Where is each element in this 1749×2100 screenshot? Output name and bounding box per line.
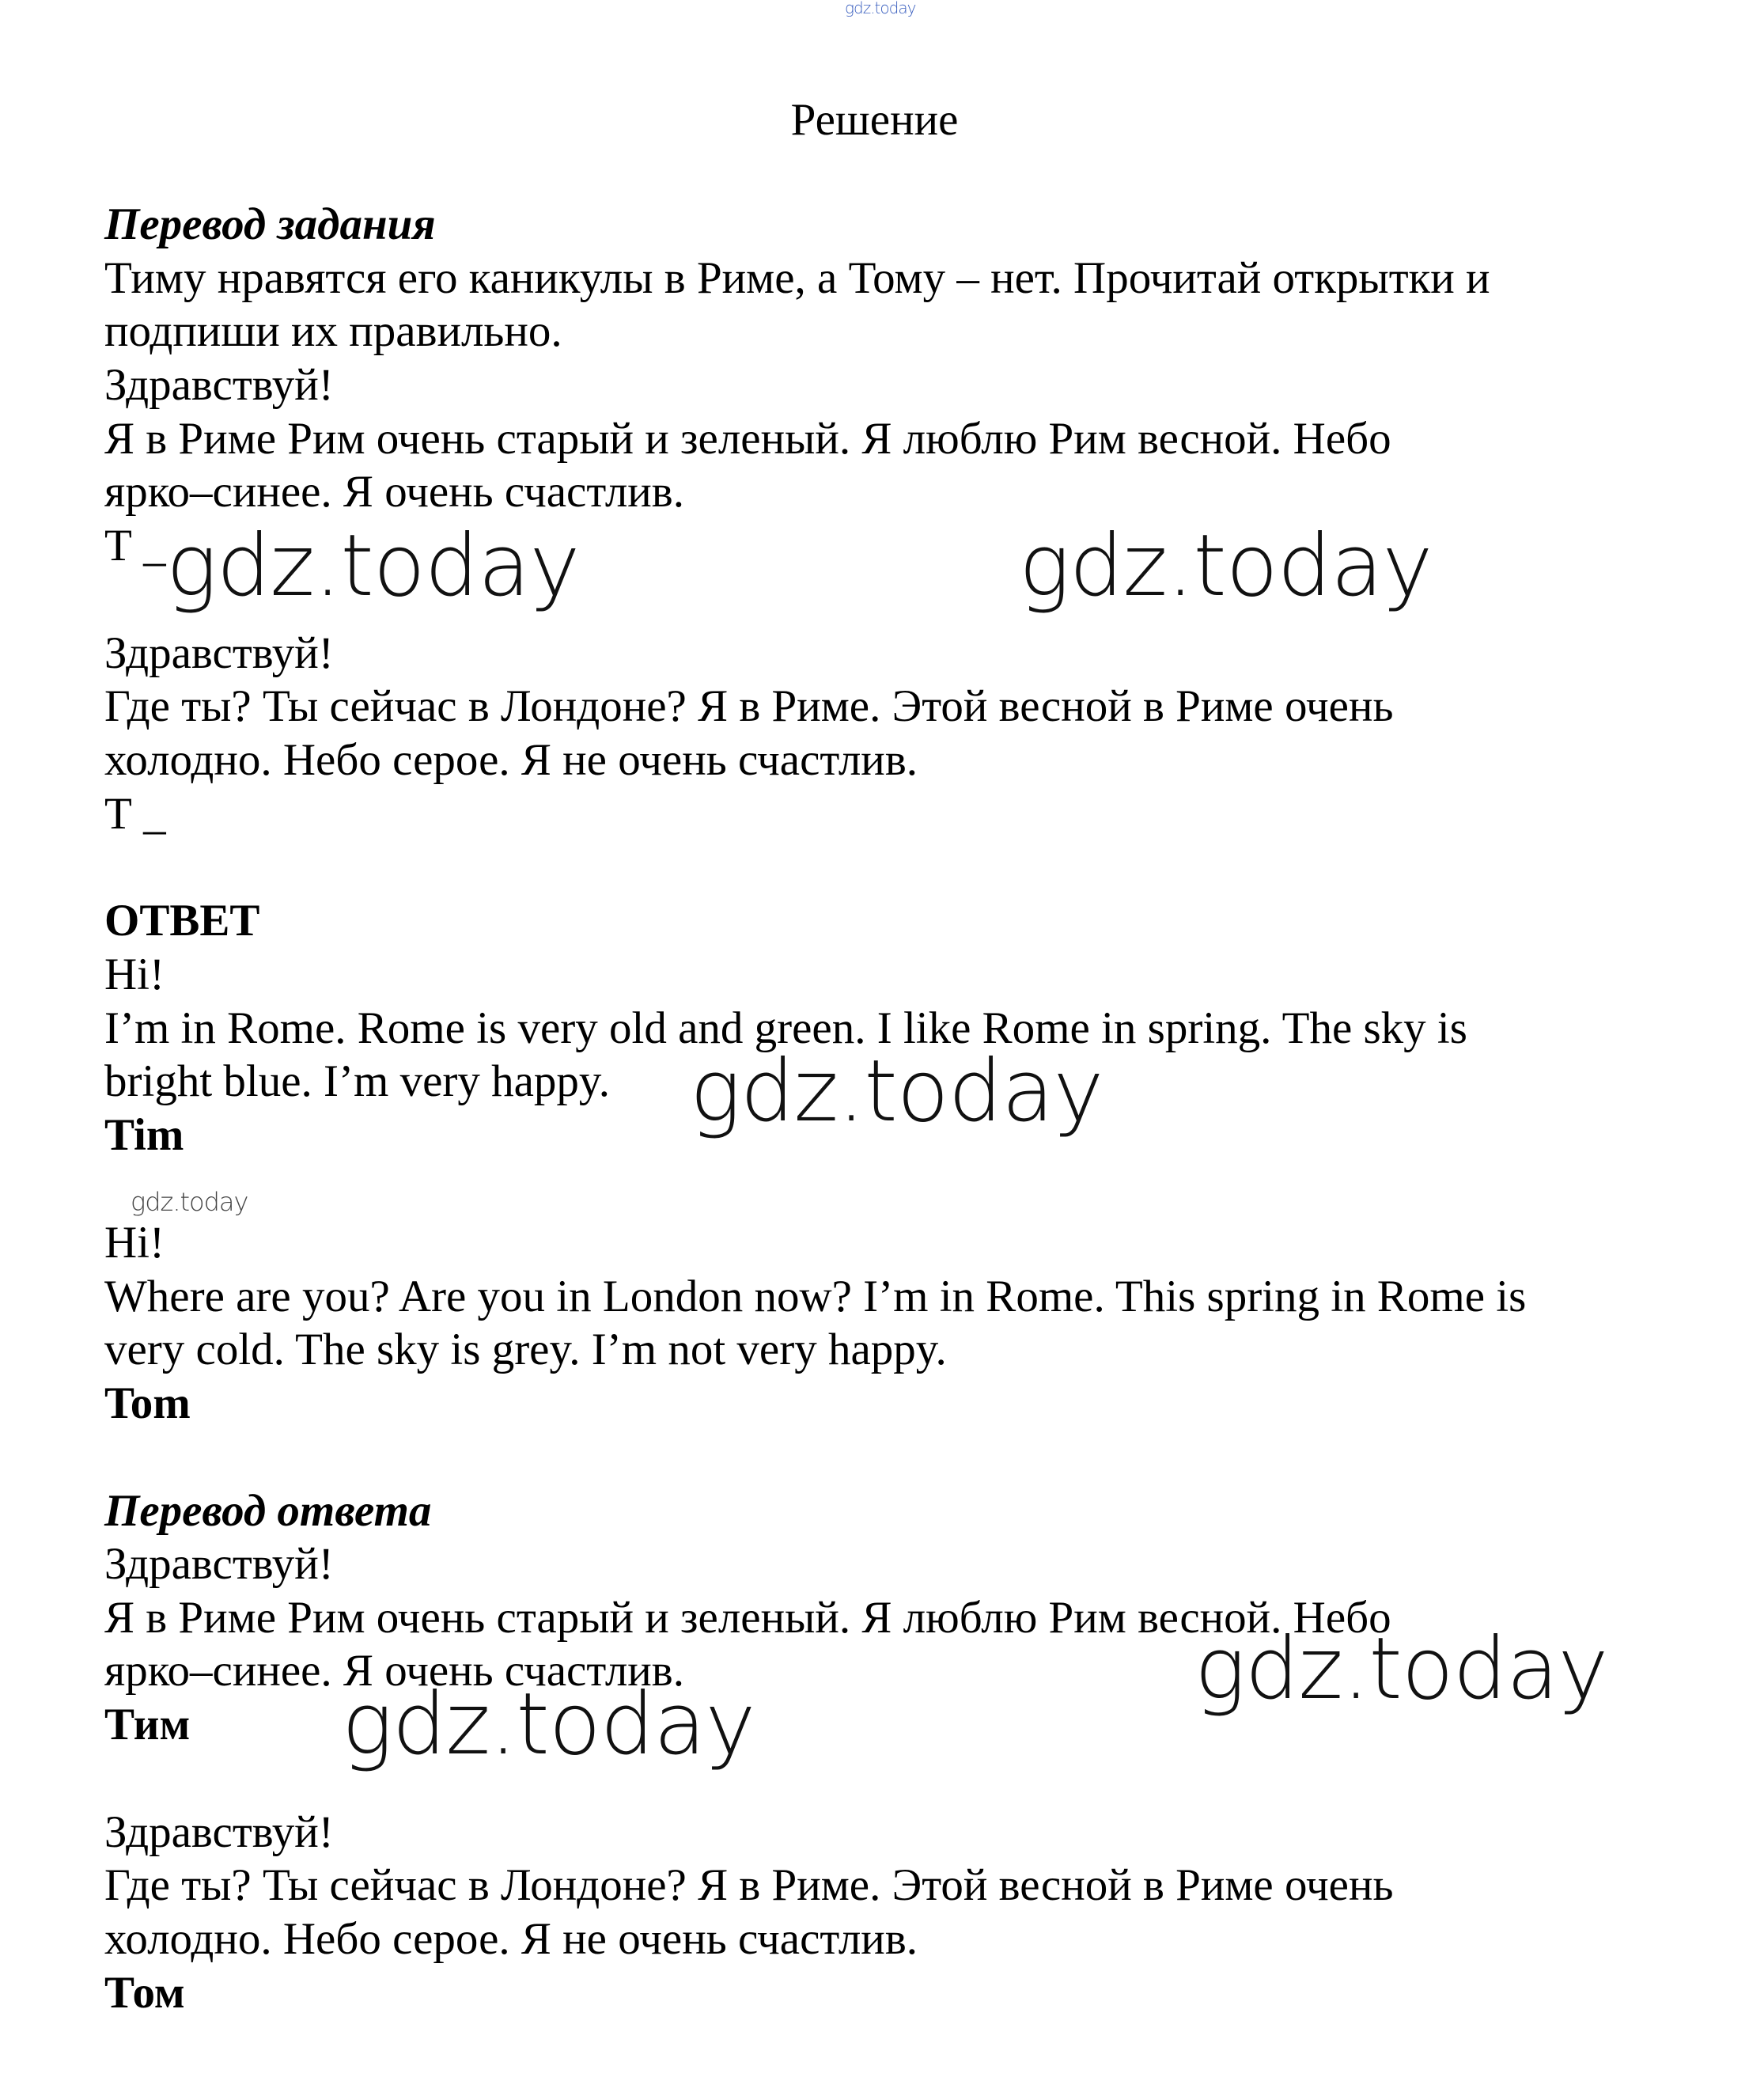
task-card1-line-2: ярко–синее. Я очень счастлив. — [104, 467, 684, 517]
answer-card2-signature: Tom — [104, 1378, 191, 1428]
watermark-top: gdz.today — [845, 0, 916, 17]
task-card2-greeting: Здравствуй! — [104, 628, 334, 678]
watermark: gdz.today — [1019, 517, 1433, 616]
answer-card1-signature: Tim — [104, 1110, 184, 1160]
task-card2-line-1: Где ты? Ты сейчас в Лондоне? Я в Риме. Этой весной в Риме очень — [104, 681, 1394, 731]
answer-card1-line-2: bright blue. I’m very happy. — [104, 1056, 610, 1106]
task-heading: Перевод задания — [104, 199, 436, 249]
watermark: gdz.today — [1194, 1620, 1608, 1719]
page-title: Решение — [790, 95, 959, 145]
task-card1-line-1: Я в Риме Рим очень старый и зеленый. Я люблю Рим весной. Небо — [104, 414, 1391, 464]
translation-card2-line-1: Где ты? Ты сейчас в Лондоне? Я в Риме. Этой весной в Риме очень — [104, 1860, 1394, 1910]
task-intro-line-2: подпиши их правильно. — [104, 306, 562, 356]
translation-heading: Перевод ответа — [104, 1486, 432, 1536]
answer-card2-line-1: Where are you? Are you in London now? I’m in Rome. This spring in Rome is — [104, 1272, 1527, 1321]
translation-card1-line-2: ярко–синее. Я очень счастлив. — [104, 1646, 684, 1696]
translation-card2-line-2: холодно. Небо серое. Я не очень счастлив. — [104, 1914, 918, 1964]
translation-card2-greeting: Здравствуй! — [104, 1807, 334, 1857]
answer-heading: ОТВЕТ — [104, 896, 260, 946]
watermark: gdz.today — [342, 1675, 755, 1774]
translation-card1-line-1: Я в Риме Рим очень старый и зеленый. Я люблю Рим весной. Небо — [104, 1593, 1391, 1643]
translation-card1-signature: Тим — [104, 1700, 191, 1749]
watermark-small: gdz.today — [131, 1187, 248, 1217]
answer-card2-greeting: Hi! — [104, 1218, 165, 1268]
answer-card2-line-2: very cold. The sky is grey. I’m not very happy. — [104, 1325, 947, 1374]
task-card2-blank: Т _ — [104, 789, 166, 839]
watermark: gdz.today — [690, 1042, 1104, 1141]
translation-card1-greeting: Здравствуй! — [104, 1539, 334, 1589]
task-card2-line-2: холодно. Небо серое. Я не очень счастлив. — [104, 735, 918, 785]
task-intro-line-1: Тиму нравятся его каникулы в Риме, а Тому – нет. Прочитай открытки и — [104, 253, 1490, 303]
task-card1-blank: Т _ — [104, 521, 166, 570]
answer-card1-greeting: Hi! — [104, 950, 165, 999]
task-card1-greeting: Здравствуй! — [104, 360, 334, 410]
translation-card2-signature: Том — [104, 1968, 185, 2018]
answer-card1-line-1: I’m in Rome. Rome is very old and green. I like Rome in spring. The sky is — [104, 1003, 1467, 1053]
watermark: gdz.today — [166, 517, 580, 616]
